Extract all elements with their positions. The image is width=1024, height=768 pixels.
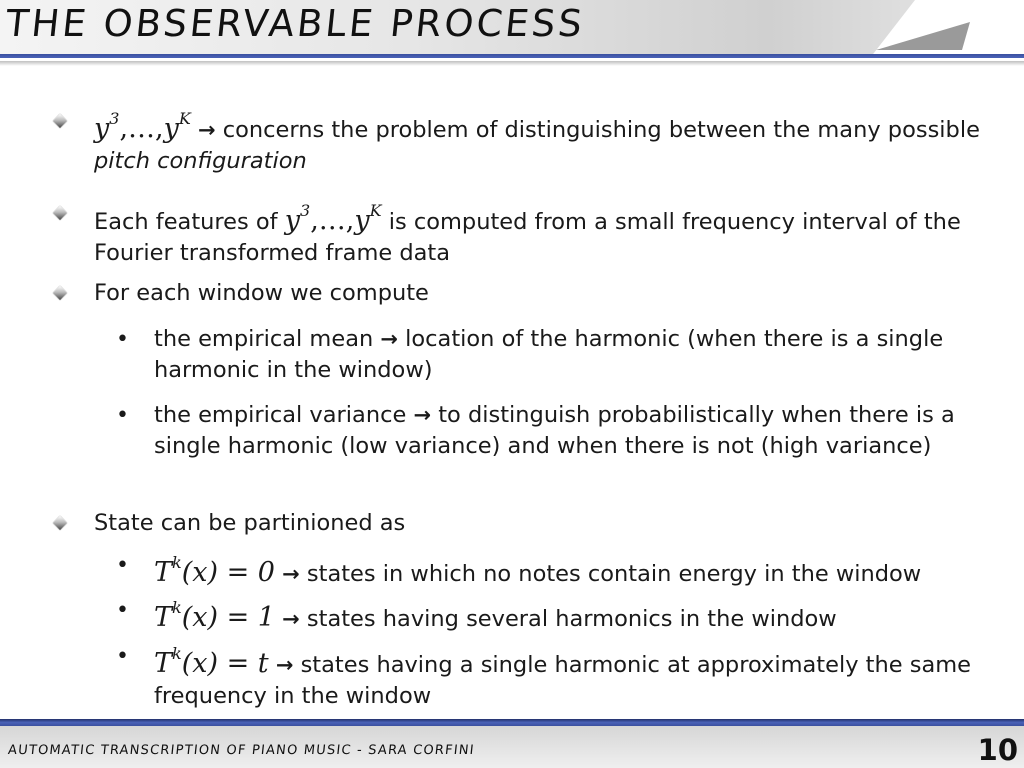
- dot-bullet-icon: •: [116, 553, 129, 578]
- bullet-3: [94, 278, 1006, 309]
- bullet-3-text: For each window we compute: [94, 280, 429, 306]
- dot-bullet-icon: •: [116, 598, 129, 623]
- bullet-1-text: concerns the problem of distinguishing between the many possible: [215, 117, 980, 143]
- diamond-bullet-icon: [53, 114, 67, 128]
- sub-bullet-variance: • the empirical variance → to distinguish probabilistically when there is a single harmonic (low variance) and when there is not (high variance): [116, 402, 955, 459]
- sub-bullet-state-0: • $T^k(x) = 0$ → states in which no notes contain energy in the window: [154, 550, 1004, 590]
- page-number: 10: [977, 733, 1018, 767]
- right-arrow-icon: →: [282, 562, 300, 586]
- right-arrow-icon: →: [282, 607, 300, 631]
- math-state-t: $T^k(x) = t$: [154, 644, 269, 679]
- math-y-range: $y^3,\dots,y^K$: [94, 109, 191, 144]
- bullet-2-text-before: Each features of: [94, 209, 285, 235]
- footer-rule: [0, 719, 1024, 726]
- math-state-0: $T^k(x) = 0$: [154, 553, 275, 588]
- right-arrow-icon: →: [380, 327, 399, 351]
- sub-bullet-state-t: • $T^k(x) = t$ → states having a single harmonic at approximately the same frequency in the window: [154, 641, 1004, 712]
- diamond-bullet-icon: [53, 206, 67, 220]
- sub-bullet-mean: • the empirical mean → location of the harmonic (when there is a single harmonic in the window): [116, 326, 944, 383]
- diamond-bullet-icon: [53, 516, 67, 530]
- dot-bullet-icon: •: [116, 644, 129, 669]
- right-arrow-icon: →: [413, 403, 432, 427]
- dot-bullet-icon: •: [116, 403, 129, 428]
- bullet-1-emphasis: pitch configuration: [94, 148, 307, 174]
- diamond-bullet-icon: [53, 286, 67, 300]
- bullet-4: [94, 508, 1006, 539]
- bullet-2: [94, 198, 1006, 269]
- right-arrow-icon: →: [275, 653, 294, 677]
- bullet-1: [94, 106, 1006, 177]
- bullet-4-text: State can be partinioned as: [94, 510, 406, 536]
- right-arrow-icon: →: [198, 118, 216, 142]
- math-state-1: $T^k(x) = 1$: [154, 598, 275, 633]
- footer-caption: AUTOMATIC TRANSCRIPTION OF PIANO MUSIC - SARA CORFINI: [7, 743, 476, 758]
- slide-footer: [0, 719, 1024, 768]
- slide-title: THE OBSERVABLE PROCESS: [3, 2, 587, 45]
- sub-bullet-state-1: • $T^k(x) = 1$ → states having several harmonics in the window: [154, 595, 1004, 635]
- math-y-range: $y^3,\dots,y^K$: [284, 201, 382, 236]
- bullet-2-text-after: is computed from a small frequency interval of the Fourier transformed frame data: [94, 209, 961, 266]
- dot-bullet-icon: •: [116, 327, 129, 352]
